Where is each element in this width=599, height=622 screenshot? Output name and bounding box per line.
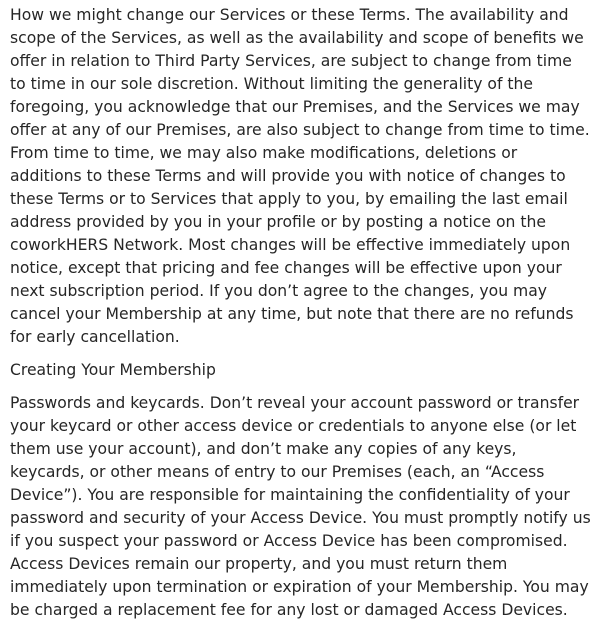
terms-document <box>10 4 592 622</box>
terms-changes-paragraph: How we might change our Services or these Terms. The availability and scope of the Services, as well as the availability and scope of benefits we offer in relation to Third Party Services, are subject to change from time to time in our sole discretion. Without limiting the generality of the foregoing, you acknowledge that our Premises, and the Services we may offer at any of our Premises, are also subject to change from time to time. From time to time, we may also make modifications, deletions or additions to these Terms and will provide you with notice of changes to these Terms or to Services that apply to you, by emailing the last email address provided by you in your profile or by posting a notice on the coworkHERS Network. Most changes will be effective immediately upon notice, except that pricing and fee changes will be effective upon your next subscription period. If you don’t agree to the changes, you may cancel your Membership at any time, but note that there are no refunds for early cancellation. <box>10 6 590 346</box>
passwords-keycards-paragraph: Passwords and keycards. Don’t reveal your account password or transfer your keycard or other access device or credentials to anyone else (or let them use your account), and don’t make any copies of any keys, keycards, or other means of entry to our Premises (each, an “Access Device”). You are responsible for maintaining the confidentiality of your password and security of your Access Device. You must promptly notify us if you suspect your password or Access Device has been compromised. Access Devices remain our property, and you must return them immediately upon termination or expiration of your Membership. You may be charged a replacement fee for any lost or damaged Access Devices. <box>10 394 591 619</box>
section-heading-creating-membership: Creating Your Membership <box>10 361 216 379</box>
